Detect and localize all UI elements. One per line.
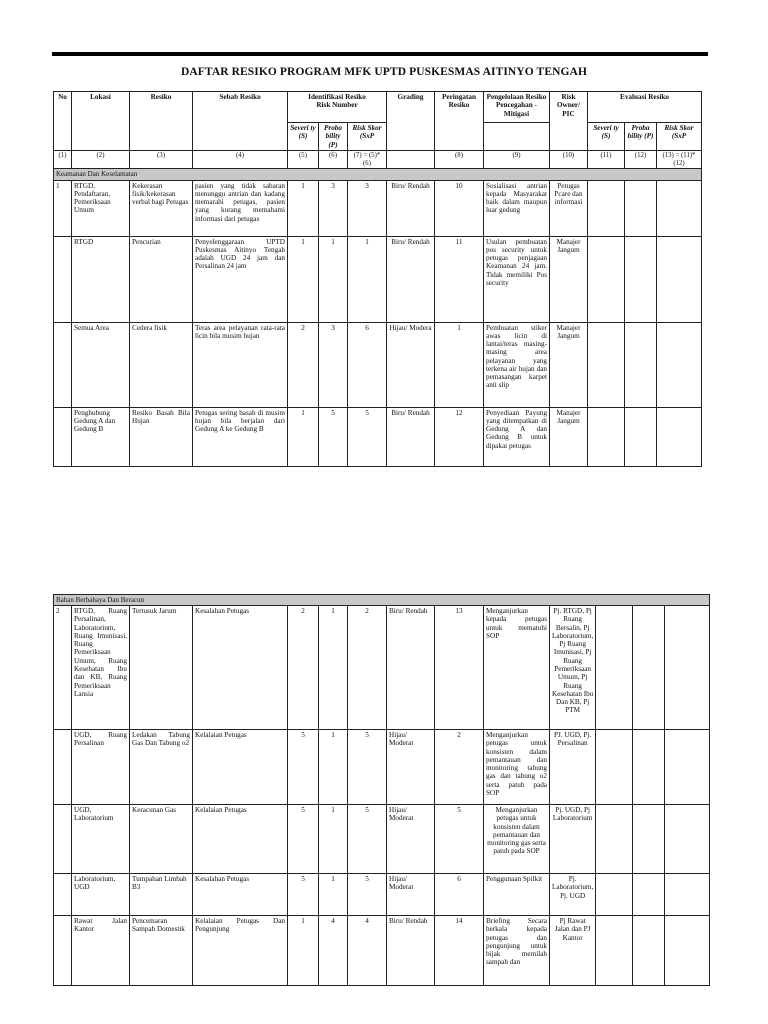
cell-mitigasi: Pembuatan stiker awas licin di lantai/teras masing-masing area pelayanan yang terkena air hujan dan pemasangan karpet anti slip: [484, 322, 550, 407]
colnum: (10): [550, 150, 588, 169]
header-eval-risk-skor: Risk Skor (SxP: [657, 123, 702, 151]
colnum: (8): [435, 150, 484, 169]
cell-severity: 1: [288, 407, 319, 466]
cell-owner: Pj. Laboratorium, Pj. UGD: [550, 874, 596, 916]
cell-resiko: Ledakan Tabung Gas Dan Tabung o2: [130, 730, 193, 805]
cell-resiko: Tumpahan Limbah B3: [130, 874, 193, 916]
cell-eval-skor: [665, 730, 710, 805]
cell-skor: 5: [348, 730, 387, 805]
cell-lokasi: RTGD: [72, 236, 130, 322]
header-evaluasi: Evaluasi Resiko: [588, 92, 702, 123]
cell-eval-skor: [657, 236, 702, 322]
cell-mitigasi: Menganjurkan petugas untuk konsisten dalam pemantauan dan monitoring tabung gas dan tabung o2 serta patuh pada SOP: [484, 730, 550, 805]
cell-skor: 1: [348, 236, 387, 322]
cell-eval-skor: [657, 180, 702, 236]
cell-eval-skor: [665, 874, 710, 916]
risk-table-2: [53, 594, 710, 986]
cell-peringatan: 13: [435, 606, 484, 730]
cell-mitigasi: Penggunaan Spilkit: [484, 874, 550, 916]
cell-lokasi: Semua Area: [72, 322, 130, 407]
cell-severity: 5: [288, 805, 319, 874]
header-identifikasi: [288, 92, 387, 123]
cell-no: [54, 322, 72, 407]
cell-severity: 1: [288, 916, 319, 986]
cell-peringatan: 1: [435, 322, 484, 407]
cell-severity: 1: [288, 236, 319, 322]
cell-grading: Hijau/ Modera: [387, 322, 435, 407]
cell-sebab: pasien yang tidak sabaran menunggu antrian dan kadang memarahi petugas, pasien yang kurang memahami informasi dari petugas: [193, 180, 288, 236]
table-row: [54, 606, 710, 730]
cell-skor: 5: [348, 805, 387, 874]
cell-eval-s: [588, 236, 625, 322]
cell-owner: Manajer Jangum: [550, 407, 588, 466]
cell-lokasi: RTGD, Pendaftaran, Pemeriksaan Umum: [72, 180, 130, 236]
colnum: (3): [130, 150, 193, 169]
cell-eval-s: [588, 322, 625, 407]
table-row: [54, 322, 702, 407]
cell-owner: Petugas Pcare dan informasi: [550, 180, 588, 236]
cell-eval-s: [596, 730, 633, 805]
cell-mitigasi: Usulan pembuatan pos security untuk petugas penjagaan Keamanan 24 jam. Tidak memiliki Pos security: [484, 236, 550, 322]
section-title: Keamanan Dan Keselamatan: [54, 169, 702, 180]
cell-eval-s: [588, 407, 625, 466]
header-lokasi: Lokasi: [72, 92, 130, 151]
cell-peringatan: 5: [435, 805, 484, 874]
cell-eval-s: [588, 180, 625, 236]
colnum: (4): [193, 150, 288, 169]
cell-lokasi: UGD, Laboratorium: [72, 805, 130, 874]
section-title: Bahan Berbahaya Dan Beracun: [54, 595, 710, 606]
cell-probability: 1: [319, 805, 348, 874]
colnum: (2): [72, 150, 130, 169]
header-peringatan: Peringatan Resiko: [435, 92, 484, 151]
cell-lokasi: Rawat Jalan Kantor: [72, 916, 130, 986]
cell-eval-skor: [665, 805, 710, 874]
cell-resiko: Kekerasan fisik/kekerasan verbal bagi Petugas: [130, 180, 193, 236]
cell-no: 2: [54, 606, 72, 730]
header-identifikasi-label: Identifikasi Resiko: [308, 93, 366, 101]
cell-probability: 1: [319, 606, 348, 730]
risk-table-1: [53, 91, 702, 467]
cell-severity: 5: [288, 874, 319, 916]
cell-probability: 3: [319, 180, 348, 236]
header-sebab-resiko: Sebab Resiko: [193, 92, 288, 151]
document-title: DAFTAR RESIKO PROGRAM MFK UPTD PUSKESMAS AITINYO TENGAH: [180, 66, 587, 78]
cell-eval-s: [596, 606, 633, 730]
cell-resiko: Pencurian: [130, 236, 193, 322]
cell-resiko: Pencemaran Sampah Domestik: [130, 916, 193, 986]
cell-no: [54, 874, 72, 916]
header-severity: Severi ty (S): [288, 123, 319, 151]
colnum: (9): [484, 150, 550, 169]
cell-grading: Biru/ Rendah: [387, 606, 435, 730]
cell-sebab: Kelalaian Petugas Dan Pengunjung: [193, 916, 288, 986]
cell-probability: 1: [319, 730, 348, 805]
cell-no: 1: [54, 180, 72, 236]
header-resiko: Resiko: [130, 92, 193, 151]
cell-probability: 3: [319, 322, 348, 407]
cell-resiko: Tertusuk Jarum: [130, 606, 193, 730]
header-eval-severity: Severi ty (S): [588, 123, 625, 151]
cell-probability: 5: [319, 407, 348, 466]
cell-grading: Biru/ Rendah: [387, 916, 435, 986]
cell-severity: 2: [288, 322, 319, 407]
cell-skor: 5: [348, 874, 387, 916]
cell-resiko: Keracunan Gas: [130, 805, 193, 874]
cell-no: [54, 805, 72, 874]
cell-owner: Pj Rawat Jalan dan PJ Kantor: [550, 916, 596, 986]
cell-peringatan: 10: [435, 180, 484, 236]
cell-mitigasi: Penyediaan Payung yang ditempatkan di Gedung A dan Gedung B untuk dipakai petugas: [484, 407, 550, 466]
cell-eval-s: [596, 874, 633, 916]
cell-eval-skor: [665, 916, 710, 986]
cell-probability: 1: [319, 874, 348, 916]
header-probability: Proba bility (P): [319, 123, 348, 151]
table-row: [54, 236, 702, 322]
header-risk-skor: Risk Skor (SxP: [348, 123, 387, 151]
cell-no: [54, 407, 72, 466]
cell-severity: 2: [288, 606, 319, 730]
colnum: (6): [319, 150, 348, 169]
cell-sebab: Penyelenggaraan UPTD Puskesmas Aitinyo Tengah adalah UGD 24 jam dan Persalinan 24 jam: [193, 236, 288, 322]
cell-sebab: Kesalahan Petugas: [193, 606, 288, 730]
header-rule: [52, 52, 708, 56]
cell-eval-s: [596, 916, 633, 986]
cell-skor: 5: [348, 407, 387, 466]
cell-grading: Biru/ Rendah: [387, 407, 435, 466]
cell-severity: 1: [288, 180, 319, 236]
cell-eval-skor: [665, 606, 710, 730]
table-row: [54, 916, 710, 986]
cell-no: [54, 916, 72, 986]
cell-lokasi: UGD, Ruang Persalinan: [72, 730, 130, 805]
cell-resiko: Cedera fisik: [130, 322, 193, 407]
cell-eval-p: [633, 730, 665, 805]
cell-lokasi: Penghubung Gedung A dan Gedung B: [72, 407, 130, 466]
cell-grading: Hijau/ Moderat: [387, 874, 435, 916]
cell-lokasi: Laboratorium, UGD: [72, 874, 130, 916]
cell-no: [54, 730, 72, 805]
cell-skor: 4: [348, 916, 387, 986]
cell-skor: 2: [348, 606, 387, 730]
header-eval-probability: Proba bility (P): [625, 123, 657, 151]
cell-probability: 1: [319, 236, 348, 322]
colnum-blank: [387, 150, 435, 169]
cell-sebab: Petugas sering basah di musim hujan bila berjalan dari Gedung A ke Gedung B: [193, 407, 288, 466]
cell-sebab: Teras area pelayanan rata-rata licin bila musim hujan: [193, 322, 288, 407]
cell-owner: Pj. UGD, Pj Laboratorium: [550, 805, 596, 874]
cell-mitigasi: Sosialisasi antrian kepada Masyarakat baik dalam maupun luar gedung: [484, 180, 550, 236]
cell-eval-p: [633, 606, 665, 730]
cell-grading: Hijau/ Moderat: [387, 805, 435, 874]
cell-eval-s: [596, 805, 633, 874]
header-pengelolaan-label: Pengelolaan Resiko: [486, 93, 547, 101]
cell-sebab: Kelalaian Petugas: [193, 805, 288, 874]
cell-owner: Pj. RTGD, Pj Ruang Bersalin, Pj Laboratorium, Pj Ruang Imunisasi, Pj Ruang Pemeriksaan Umum, Pj Ruang Kesehatan Ibu Dan KB, Pj PTM: [550, 606, 596, 730]
cell-eval-p: [625, 407, 657, 466]
cell-grading: Hijau/ Moderat: [387, 730, 435, 805]
cell-eval-p: [633, 805, 665, 874]
cell-probability: 4: [319, 916, 348, 986]
colnum: (7) = (5)* (6): [348, 150, 387, 169]
table-row: [54, 805, 710, 874]
colnum: (13) = (11)* (12): [657, 150, 702, 169]
cell-eval-p: [625, 322, 657, 407]
table-row: [54, 874, 710, 916]
colnum: (5): [288, 150, 319, 169]
cell-no: [54, 236, 72, 322]
cell-skor: 3: [348, 180, 387, 236]
table-row: [54, 180, 702, 236]
cell-lokasi: RTGD, Ruang Persalinan, Laboratorium, Ruang Imunisasi, Ruang Pemeriksaan Umum, Ruang Kesehatan Ibu dan KB, Ruang Pemeriksaan Lansia: [72, 606, 130, 730]
colnum: (1): [54, 150, 72, 169]
header-pengelolaan-spacer: [484, 123, 550, 151]
cell-mitigasi: Menganjurkan kepada petugas untuk mematuhi SOP: [484, 606, 550, 730]
header-risk-owner: Risk Owner/ PIC: [550, 92, 588, 151]
cell-peringatan: 12: [435, 407, 484, 466]
cell-resiko: Resiko Basah Bila Hujan: [130, 407, 193, 466]
header-grading: Grading: [387, 92, 435, 151]
cell-eval-p: [633, 916, 665, 986]
header-pengelolaan: [484, 92, 550, 123]
cell-grading: Biru/ Rendah: [387, 236, 435, 322]
cell-eval-p: [625, 236, 657, 322]
cell-sebab: Kesalahan Petugas: [193, 874, 288, 916]
cell-peringatan: 2: [435, 730, 484, 805]
cell-eval-skor: [657, 407, 702, 466]
header-pencegahan: Pencegahan - Mitigasi: [496, 101, 537, 118]
cell-mitigasi: Menganjurkan petugas untuk konsisten dalam pemantauan dan monitoring gas serta patuh pada SOP: [484, 805, 550, 874]
cell-grading: Biru/ Rendah: [387, 180, 435, 236]
cell-peringatan: 11: [435, 236, 484, 322]
cell-severity: 5: [288, 730, 319, 805]
cell-skor: 6: [348, 322, 387, 407]
cell-owner: Manajer Jangum: [550, 236, 588, 322]
cell-owner: Manajer Jangum: [550, 322, 588, 407]
table-row: [54, 407, 702, 466]
cell-peringatan: 14: [435, 916, 484, 986]
cell-peringatan: 6: [435, 874, 484, 916]
header-risk-number: Risk Number: [316, 101, 358, 110]
colnum: (11): [588, 150, 625, 169]
cell-mitigasi: Briefing Secara berkala kepada petugas dan pengunjung untuk bijak memilah sampah dan: [484, 916, 550, 986]
cell-eval-skor: [657, 322, 702, 407]
cell-sebab: Kelalaian Petugas: [193, 730, 288, 805]
header-no: No: [54, 92, 72, 151]
cell-eval-p: [633, 874, 665, 916]
cell-eval-p: [625, 180, 657, 236]
cell-owner: PJ. UGD, Pj. Persalinan: [550, 730, 596, 805]
table-row: [54, 730, 710, 805]
colnum: (12): [625, 150, 657, 169]
